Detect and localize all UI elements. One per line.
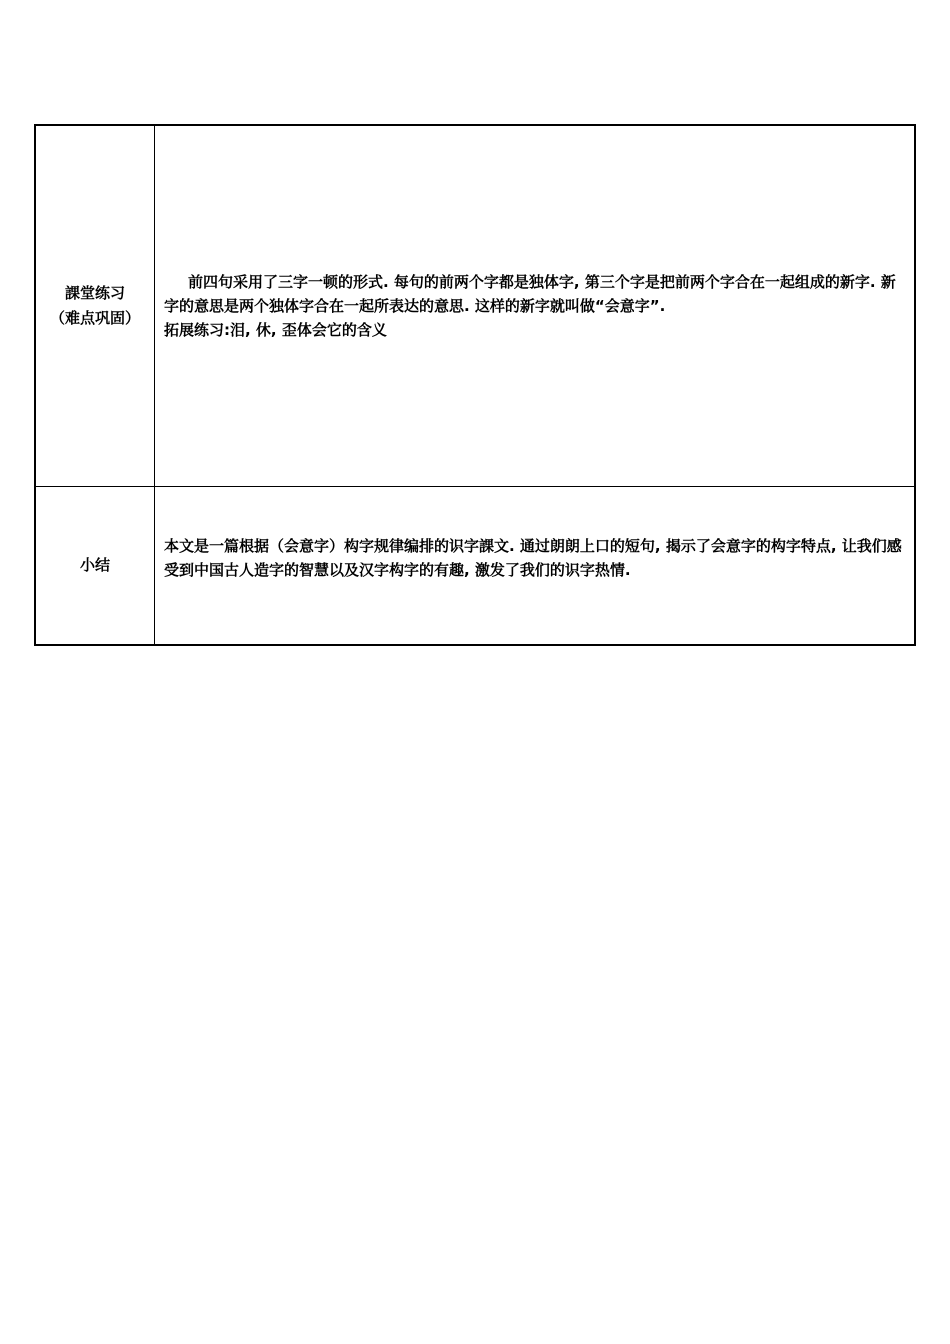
summary-text: 本文是一篇根据（会意字）构字规律编排的识字課文. 通过朗朗上口的短句, 揭示了会意字的构字特点, 让我们感受到中国古人造字的智慧以及汉字构字的有趣, 激发了我们的识字热情. bbox=[164, 536, 902, 579]
summary-label: 小结 bbox=[79, 556, 110, 574]
lesson-plan-table bbox=[34, 124, 916, 646]
practice-sublabel: （难点巩固） bbox=[49, 309, 140, 327]
extension-exercise: 拓展练习:泪, 休, 歪体会它的含义 bbox=[164, 321, 387, 339]
practice-label-cell bbox=[35, 125, 155, 487]
practice-content-cell bbox=[155, 125, 916, 487]
table-row-practice bbox=[35, 125, 915, 487]
practice-label: 課堂练习 bbox=[64, 284, 125, 302]
summary-content-cell bbox=[155, 487, 916, 646]
practice-explanation: 前四句采用了三字一顿的形式. 每句的前两个字都是独体字, 第三个字是把前两个字合在一起组成的新字. 新字的意思是两个独体字合在一起所表达的意思. 这样的新字就叫做“会意字”. bbox=[164, 273, 896, 315]
summary-label-cell bbox=[35, 487, 155, 646]
table-row-summary bbox=[35, 487, 915, 646]
